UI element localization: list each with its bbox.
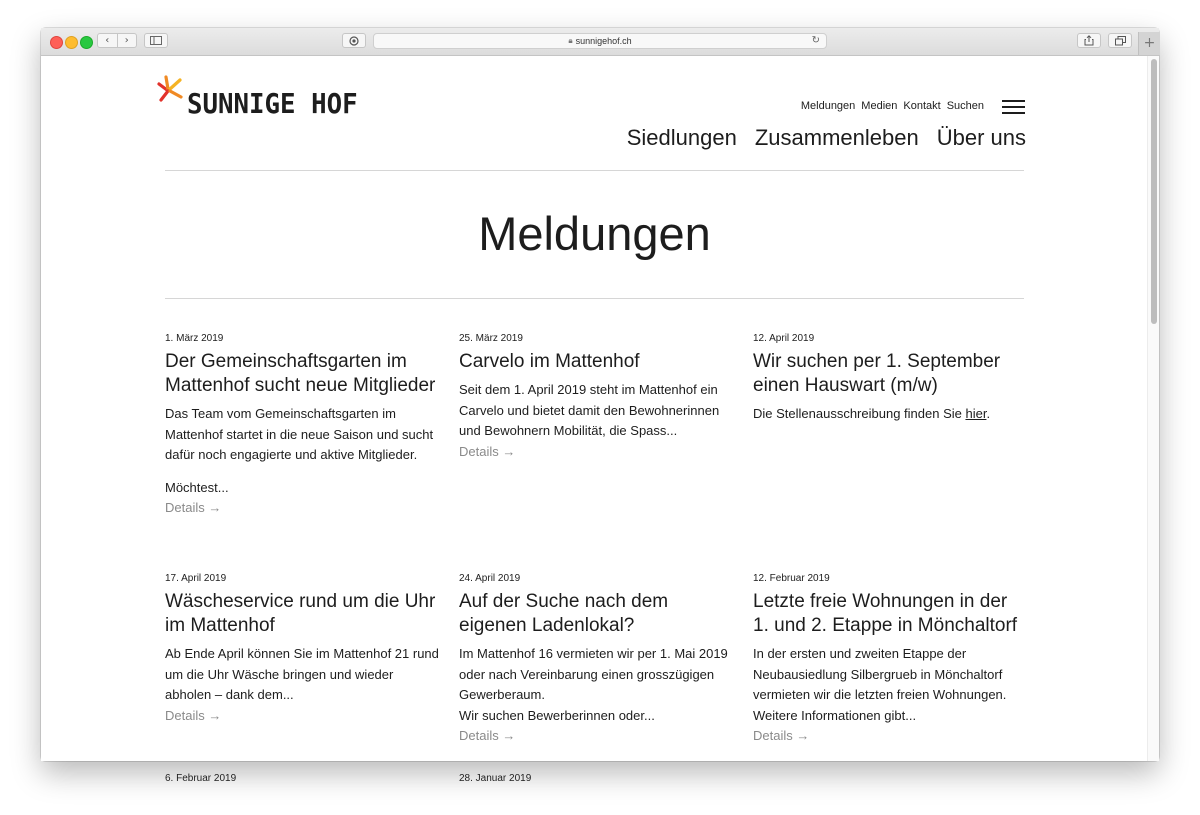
util-nav-suchen[interactable]: Suchen [946, 100, 984, 112]
details-link[interactable]: Details → [165, 707, 222, 723]
news-item [459, 772, 734, 786]
new-tab-button[interactable]: + [1138, 32, 1160, 55]
news-date: 17. April 2019 [165, 573, 227, 584]
main-nav-zusammenleben[interactable]: Zusammenleben [754, 125, 919, 150]
logo-wordmark: SUNNIGE HOF [187, 87, 358, 120]
util-nav-kontakt[interactable]: Kontakt [903, 100, 941, 112]
browser-window [41, 28, 1159, 784]
main-nav [627, 125, 1026, 151]
forward-icon[interactable]: › [117, 34, 137, 47]
lock-icon: 🔒︎ [568, 36, 573, 45]
back-icon[interactable]: ‹ [105, 35, 110, 46]
news-excerpt-paragraph: Seit dem 1. April 2019 steht im Mattenhof ein Carvelo und bietet damit den Bewohnerinnen und Bewohnern Mobilität, die Spass... [459, 382, 720, 438]
details-link[interactable]: Details → [459, 443, 516, 459]
utility-nav [801, 100, 984, 112]
news-item [753, 572, 1028, 746]
reload-icon[interactable]: ↻ [811, 35, 820, 46]
hier-link[interactable]: hier [965, 406, 987, 421]
news-excerpt-paragraph: Im Mattenhof 16 vermieten wir per 1. Mai 2019 oder nach Vereinbarung einen grosszügigen Gewerberaum. [459, 646, 728, 702]
share-icon [1084, 35, 1094, 46]
share-button[interactable] [1077, 33, 1101, 48]
news-title[interactable]: Wir suchen per 1. September einen Hauswart (m/w) [753, 351, 1001, 396]
news-item [753, 332, 1028, 425]
menu-hamburger-icon[interactable] [1002, 100, 1025, 114]
news-date: 24. April 2019 [459, 573, 521, 584]
news-title[interactable]: Wäscheservice rund um die Uhr im Mattenhof [165, 591, 436, 636]
news-item [459, 332, 734, 462]
news-date: 25. März 2019 [459, 333, 523, 344]
news-title[interactable]: Auf der Suche nach dem eigenen Ladenlokal? [459, 591, 669, 636]
excerpt-text: Die Stellenausschreibung finden Sie [753, 406, 966, 421]
news-excerpt [459, 644, 734, 726]
news-date: 6. Februar 2019 [165, 773, 237, 784]
news-date: 12. April 2019 [753, 333, 815, 344]
news-excerpt [753, 404, 1028, 425]
sidebar-toggle-button[interactable] [144, 33, 168, 48]
news-excerpt [753, 644, 1028, 726]
details-link[interactable]: Details → [753, 728, 810, 743]
news-excerpt [459, 380, 734, 442]
news-excerpt-paragraph: Das Team vom Gemeinschaftsgarten im Mattenhof startet in die neue Saison und sucht dafür noch engagierte und aktive Mitglieder. [165, 406, 434, 462]
title-divider [165, 298, 1024, 299]
news-date: 28. Januar 2019 [459, 773, 532, 784]
browser-toolbar [41, 28, 1159, 56]
news-title[interactable]: Der Gemeinschaftsgarten im Mattenhof sucht neue Mitglieder [165, 351, 436, 396]
news-excerpt-paragraph [753, 404, 1028, 425]
news-excerpt [165, 404, 440, 498]
news-item [165, 332, 440, 518]
main-nav-siedlungen[interactable]: Siedlungen [626, 125, 737, 150]
news-excerpt-paragraph: Möchtest... [165, 479, 229, 495]
scrollbar-thumb[interactable] [1151, 59, 1157, 324]
show-tabs-button[interactable] [1108, 33, 1132, 48]
page-title: Meldungen [478, 207, 711, 260]
address-bar[interactable] [373, 33, 827, 49]
details-link[interactable]: Details → [459, 728, 516, 743]
excerpt-text: . [986, 406, 991, 421]
tabs-overview-icon [1115, 36, 1126, 46]
sidebar-icon [150, 36, 162, 45]
main-nav-ueber-uns[interactable]: Über uns [936, 125, 1026, 150]
news-excerpt-paragraph: Ab Ende April können Sie im Mattenhof 21 rund um die Uhr Wäsche bringen und wieder abholen – dank dem... [165, 646, 439, 702]
util-nav-meldungen[interactable]: Meldungen [800, 100, 856, 112]
history-nav [97, 33, 137, 48]
news-date: 1. März 2019 [165, 333, 224, 344]
minimize-window-button[interactable] [65, 36, 78, 49]
news-excerpt-paragraph: In der ersten und zweiten Etappe der Neubausiedlung Silbergrueb in Mönchaltorf vermieten wir die letzten freien Wohnungen. Weitere Informationen gibt... [753, 646, 1007, 723]
news-date: 12. Februar 2019 [753, 573, 830, 584]
close-window-button[interactable] [50, 36, 63, 49]
page-viewport [41, 56, 1159, 784]
privacy-shield-icon [349, 36, 359, 46]
news-excerpt-paragraph: Wir suchen Bewerberinnen oder... [459, 707, 655, 723]
news-excerpt [165, 644, 440, 706]
sunnige-hof-logo-mark-icon [153, 73, 187, 107]
news-item [165, 572, 440, 726]
news-title[interactable]: Letzte freie Wohnungen in der 1. und 2. Etappe in Mönchaltorf [753, 591, 1018, 636]
header-divider [165, 170, 1024, 171]
news-item [165, 772, 440, 786]
details-link[interactable]: Details → [165, 500, 222, 515]
privacy-report-button[interactable] [342, 33, 366, 48]
address-url: sunnigehof.ch [575, 36, 632, 46]
news-title[interactable]: Carvelo im Mattenhof [459, 351, 640, 372]
zoom-window-button[interactable] [80, 36, 93, 49]
site-logo[interactable] [153, 73, 363, 123]
page-scrollbar[interactable] [1147, 56, 1159, 761]
news-item [459, 572, 734, 746]
util-nav-medien[interactable]: Medien [861, 100, 898, 112]
